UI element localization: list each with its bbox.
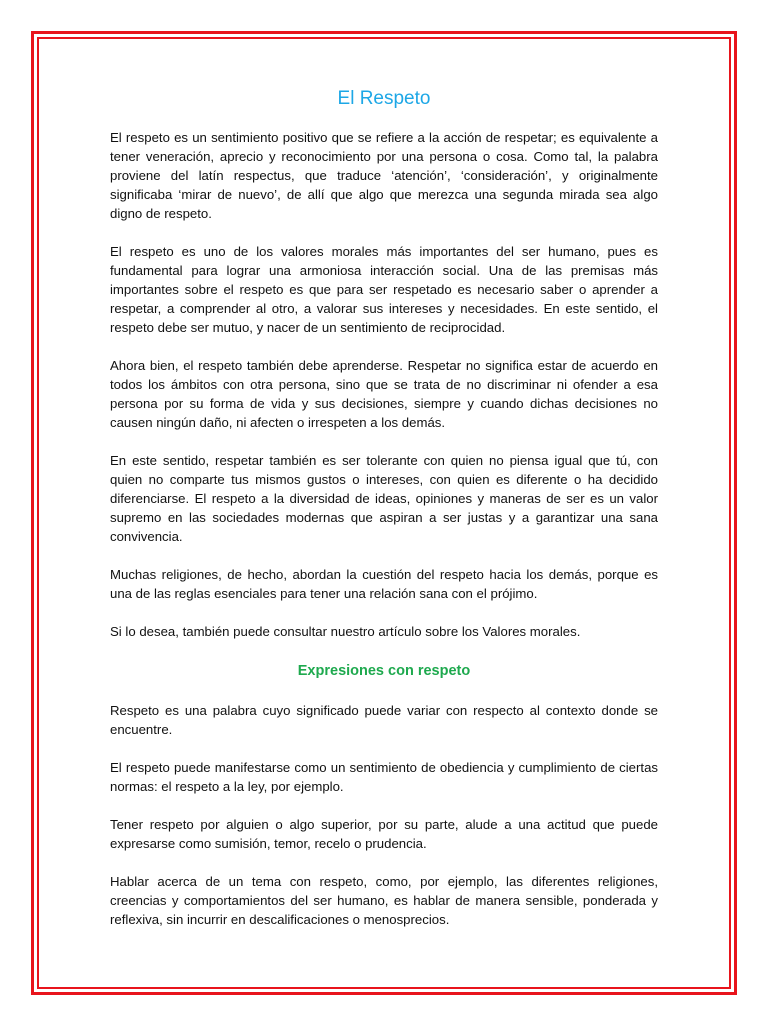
- paragraph: En este sentido, respetar también es ser tolerante con quien no piensa igual que tú, con quien no comparte tus mismos gustos o intereses, con quien es diferente o ha decidido diferenciarse. El respeto a la diversidad de ideas, opiniones y maneras de ser es un valor supremo en las sociedades modernas que aspiran a ser justas y a garantizar una sana convivencia.: [110, 453, 658, 544]
- paragraph: Ahora bien, el respeto también debe aprenderse. Respetar no significa estar de acuerdo en todos los ámbitos con otra persona, sino que se trata de no discriminar ni ofender a esa persona por su forma de vida y sus decisiones, siempre y cuando dichas decisiones no causen ningún daño, ni afecten o irrespeten a los demás.: [110, 358, 658, 430]
- section-paragraph: Respeto es una palabra cuyo significado puede variar con respecto al contexto donde se encuentre.: [110, 703, 658, 737]
- paragraph: El respeto es un sentimiento positivo que se refiere a la acción de respetar; es equivalente a tener veneración, aprecio y reconocimiento por una persona o cosa. Como tal, la palabra proviene del latín respectus, que traduce ‘atención’, ‘consideración’, y originalmente significaba ‘mirar de nuevo’, de allí que algo que merezca una segunda mirada sea algo digno de respeto.: [110, 130, 658, 221]
- section-paragraph: El respeto puede manifestarse como un sentimiento de obediencia y cumplimiento de ciertas normas: el respeto a la ley, por ejemplo.: [110, 760, 658, 794]
- document-title: El Respeto: [337, 88, 431, 109]
- section-paragraph: Hablar acerca de un tema con respeto, como, por ejemplo, las diferentes religiones, creencias y comportamientos del ser humano, es hablar de manera sensible, ponderada y reflexiva, sin incurrir en descalificaciones o menosprecios.: [110, 874, 658, 927]
- paragraph: Si lo desea, también puede consultar nuestro artículo sobre los Valores morales.: [110, 624, 581, 639]
- document-body: [110, 86, 658, 929]
- paragraph: Muchas religiones, de hecho, abordan la cuestión del respeto hacia los demás, porque es una de las reglas esenciales para tener una relación sana con el prójimo.: [110, 567, 658, 601]
- section-heading: Expresiones con respeto: [297, 663, 471, 679]
- section-paragraph: Tener respeto por alguien o algo superior, por su parte, alude a una actitud que puede expresarse como sumisión, temor, recelo o prudencia.: [110, 817, 658, 851]
- paragraph: El respeto es uno de los valores morales más importantes del ser humano, pues es fundamental para lograr una armoniosa interacción social. Una de las premisas más importantes sobre el respeto es que para ser respetado es necesario saber o aprender a respetar, a comprender al otro, a valorar sus intereses y necesidades. En este sentido, el respeto debe ser mutuo, y nacer de un sentimiento de reciprocidad.: [110, 244, 658, 335]
